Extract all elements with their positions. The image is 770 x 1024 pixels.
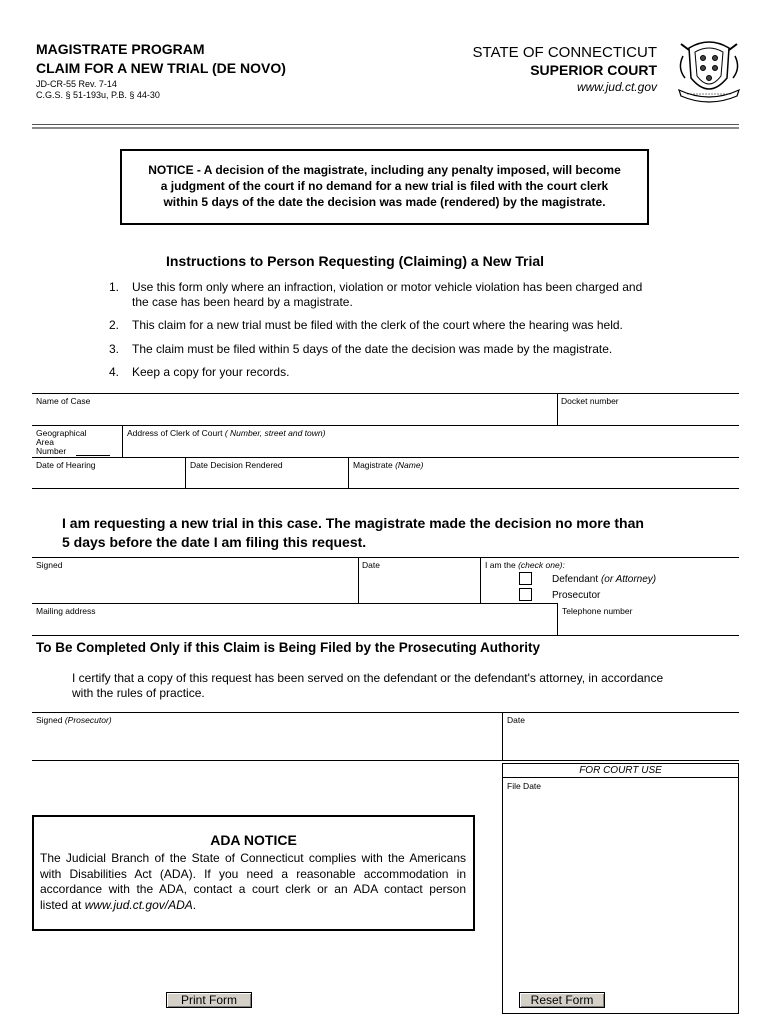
- notice-text: [122, 162, 647, 210]
- geo-area-label-l3: Number: [36, 446, 67, 456]
- state-name: STATE OF CONNECTICUT: [472, 44, 657, 61]
- mailing-address-input[interactable]: [36, 618, 552, 633]
- defendant-option: [552, 573, 656, 586]
- print-form-button[interactable]: Print Form: [166, 992, 252, 1008]
- prosecutor-signed-text: Signed: [36, 715, 63, 725]
- request-line1: I am requesting a new trial in this case. The magistrate made the decision no more than: [62, 515, 644, 531]
- instruction-item-3: The claim must be filed within 5 days of the date the decision was made by the magistrate.: [132, 342, 613, 356]
- magistrate-label: [353, 460, 423, 471]
- ada-line2: with Disabilities Act (ADA). If you need a reasonable accommodation in: [40, 866, 466, 881]
- i-am-the-text: I am the: [485, 560, 516, 570]
- instructions-heading: Instructions to Person Requesting (Claiming) a New Trial: [166, 253, 545, 269]
- docket-number-input[interactable]: [561, 408, 735, 423]
- telephone-input[interactable]: [562, 618, 735, 633]
- state-seal-icon: [675, 38, 743, 104]
- prosecutor-signed-input[interactable]: [36, 730, 498, 754]
- instruction-num-2: 2.: [109, 318, 120, 332]
- defendant-checkbox[interactable]: [519, 572, 532, 585]
- geo-area-number-input[interactable]: [76, 445, 110, 456]
- prosecutor-date-input[interactable]: [507, 730, 735, 754]
- date-input[interactable]: [362, 575, 476, 597]
- instruction-item-1: [132, 280, 642, 310]
- notice-line3: within 5 days of the date the decision was made (rendered) by the magistrate.: [163, 195, 606, 209]
- notice-line2: a judgment of the court if no demand for a new trial is filed with the court clerk: [160, 179, 609, 193]
- date-decision-label: Date Decision Rendered: [190, 460, 283, 470]
- clerk-address-label-note: ( Number, street and town): [224, 428, 326, 438]
- court-use-box: [502, 763, 739, 1014]
- docket-number-label: Docket number: [561, 396, 619, 406]
- i-am-the-label: [485, 560, 565, 571]
- magistrate-label-note: (Name): [395, 460, 424, 470]
- form-title-line1: MAGISTRATE PROGRAM: [36, 41, 205, 57]
- geo-area-label-l2: Area: [36, 437, 54, 447]
- court-name: SUPERIOR COURT: [530, 62, 657, 78]
- signed-input[interactable]: [36, 575, 354, 597]
- ada-website-link[interactable]: www.jud.ct.gov/ADA: [84, 897, 193, 912]
- check-one-note: (check one):: [518, 560, 565, 570]
- court-use-title: FOR COURT USE: [579, 765, 662, 776]
- telephone-label: Telephone number: [562, 606, 633, 616]
- ada-notice-text: [40, 851, 466, 913]
- clerk-address-input[interactable]: [127, 440, 735, 455]
- ada-line4-prefix: listed at: [40, 897, 82, 912]
- statute-reference: C.G.S. § 51-193u, P.B. § 44-30: [36, 90, 160, 100]
- date-of-hearing-label: Date of Hearing: [36, 460, 96, 470]
- instruction-item-2: This claim for a new trial must be filed with the clerk of the court where the hearing was held.: [132, 318, 623, 332]
- ada-line3: accordance with the ADA, contact a court clerk or an ADA contact person: [40, 882, 466, 896]
- certification-line2: with the rules of practice.: [72, 686, 205, 700]
- instruction-1-line1: Use this form only where an infraction, violation or motor vehicle violation has been charged and: [132, 280, 643, 294]
- prosecutor-signed-label: [36, 715, 112, 726]
- form-title: [36, 40, 286, 78]
- prosecuting-heading: To Be Completed Only if this Claim is Being Filed by the Prosecuting Authority: [36, 640, 541, 655]
- file-date-label: File Date: [507, 781, 542, 791]
- prosecutor-label: Prosecutor: [552, 590, 601, 601]
- magistrate-input[interactable]: [353, 472, 735, 487]
- ada-line1: The Judicial Branch of the State of Connecticut complies with the Americans: [40, 851, 466, 865]
- signed-label: Signed: [36, 560, 63, 570]
- notice-line1: NOTICE - A decision of the magistrate, including any penalty imposed, will become: [148, 163, 621, 177]
- clerk-address-label-text: Address of Clerk of Court: [127, 428, 223, 438]
- date-of-hearing-input[interactable]: [36, 472, 181, 487]
- request-line2: 5 days before the date I am filing this request.: [62, 534, 367, 550]
- request-statement: [62, 514, 644, 552]
- name-of-case-input[interactable]: [36, 408, 552, 423]
- mailing-address-label: Mailing address: [36, 606, 96, 616]
- certification-text: [72, 671, 663, 701]
- certification-line1: I certify that a copy of this request has been served on the defendant or the defendant's attorney, in accordance: [72, 671, 664, 685]
- ada-notice-title: ADA NOTICE: [210, 832, 297, 848]
- instruction-num-3: 3.: [109, 342, 120, 356]
- clerk-address-label: [127, 428, 325, 439]
- instruction-item-4: Keep a copy for your records.: [132, 365, 290, 379]
- instruction-num-4: 4.: [109, 365, 120, 379]
- name-of-case-label: Name of Case: [36, 396, 91, 406]
- form-title-line2: CLAIM FOR A NEW TRIAL (DE NOVO): [36, 60, 286, 76]
- defendant-label: Defendant: [552, 574, 599, 585]
- defendant-note: (or Attorney): [600, 574, 657, 585]
- instruction-1-line2: the case has been heard by a magistrate.: [132, 295, 353, 309]
- form-id: JD-CR-55 Rev. 7-14: [36, 79, 117, 89]
- date-decision-input[interactable]: [190, 472, 344, 487]
- reset-form-button[interactable]: Reset Form: [519, 992, 605, 1008]
- prosecutor-date-label: Date: [507, 715, 525, 725]
- ada-line4-suffix: .: [192, 897, 197, 912]
- prosecutor-signed-note: (Prosecutor): [64, 715, 112, 725]
- court-website: www.jud.ct.gov: [576, 80, 657, 94]
- geo-area-label-l1: Geographical: [36, 428, 87, 438]
- magistrate-label-text: Magistrate: [353, 460, 393, 470]
- instruction-num-1: 1.: [109, 280, 120, 294]
- ada-line4: [40, 898, 466, 914]
- date-label: Date: [362, 560, 380, 570]
- prosecutor-checkbox[interactable]: [519, 588, 532, 601]
